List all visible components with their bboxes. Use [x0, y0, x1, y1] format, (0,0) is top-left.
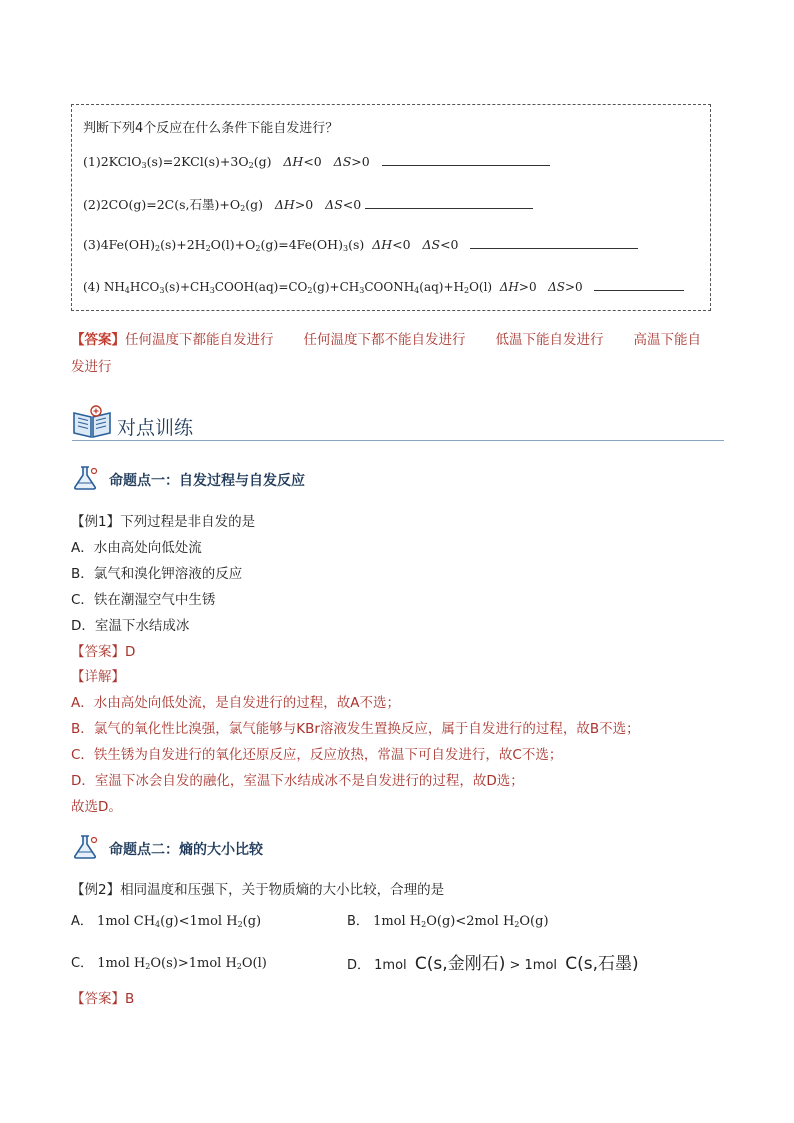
ex1-option-a: A．水由高处向低处流 [71, 540, 202, 556]
reaction-1: $(1)2KClO_3(s)=2KCl(s)+3O_2(g)$ ΔH<0 ΔS>0 [83, 153, 550, 170]
flask-icon [72, 465, 100, 495]
section-divider [72, 440, 724, 441]
ex2-option-c: C． 1mol $H_2O(s)>1mol$ $H_2O(l)$ [71, 956, 267, 971]
ex2-answer: 【答案】B [71, 991, 135, 1007]
example-2-stem: 【例2】相同温度和压强下，关于物质熵的大小比较，合理的是 [71, 882, 445, 898]
ex1-option-d: D．室温下水结成冰 [71, 618, 190, 634]
topic-1-title: 命题点一：自发过程与自发反应 [109, 473, 305, 489]
ex1-answer: 【答案】D [71, 644, 136, 660]
ex1-detail-a: A．水由高处向低处流，是自发进行的过程，故A不选； [71, 695, 400, 711]
ex1-detail-label: 【详解】 [71, 669, 125, 685]
answer-blank-4[interactable] [594, 278, 684, 291]
answer-1-cont: 发进行 [71, 359, 112, 375]
ex1-detail-b: B．氯气的氧化性比溴强，氯气能够与KBr溶液发生置换反应，属于自发进行的过程，故B不选； [71, 721, 640, 737]
ex2-option-d: D． 1mol C(s,金刚石) > 1mol C(s,石墨) [347, 954, 639, 974]
example-1-stem: 【例1】下列过程是非自发的是 [71, 514, 256, 530]
ex1-detail-d: D．室温下冰会自发的融化，室温下水结成冰不是自发进行的过程，故D选； [71, 773, 524, 789]
ex1-detail-c: C．铁生锈为自发进行的氧化还原反应，反应放热，常温下可自发进行，故C不选； [71, 747, 563, 763]
reaction-4: (4) $NH_4HCO_3(s)+CH_3COOH(aq)=CO_2(g)+CH_3COONH_4(aq)+H_2O(l)$ ΔH>0 ΔS>0 [83, 278, 684, 295]
ex1-option-c: C．铁在潮湿空气中生锈 [71, 592, 216, 608]
answer-1: 【答案】任何温度下都能自发进行 任何温度下都不能自发进行 低温下能自发进行 高温下能自 [71, 332, 701, 348]
answer-blank-1[interactable] [382, 153, 550, 166]
ex2-option-b: B． 1mol $H_2O(g)<2mol$ $H_2O(g)$ [347, 914, 549, 929]
answer-blank-2[interactable] [365, 196, 533, 209]
ex1-option-b: B．氯气和溴化钾溶液的反应 [71, 566, 243, 582]
reaction-2: (2)2CO(g)=2C(s,石墨)$+O_2(g)$ ΔH>0 ΔS<0 [83, 195, 533, 213]
book-icon [72, 405, 112, 443]
answer-blank-3[interactable] [470, 236, 638, 249]
ex2-option-a: A． 1mol $CH_4(g)<1mol$ $H_2(g)$ [71, 914, 262, 929]
reaction-3: $(3)4Fe(OH)_2(s)+2H_2O(l)+O_2(g)=4Fe(OH)_3(s)$ ΔH<0 ΔS<0 [83, 236, 638, 253]
question-stem: 判断下列4个反应在什么条件下能自发进行？ [83, 121, 339, 136]
topic-2-title: 命题点二：熵的大小比较 [109, 842, 263, 858]
flask-icon-2 [72, 834, 100, 864]
section-title: 对点训练 [117, 417, 194, 439]
ex1-conclusion: 故选D。 [71, 799, 122, 815]
